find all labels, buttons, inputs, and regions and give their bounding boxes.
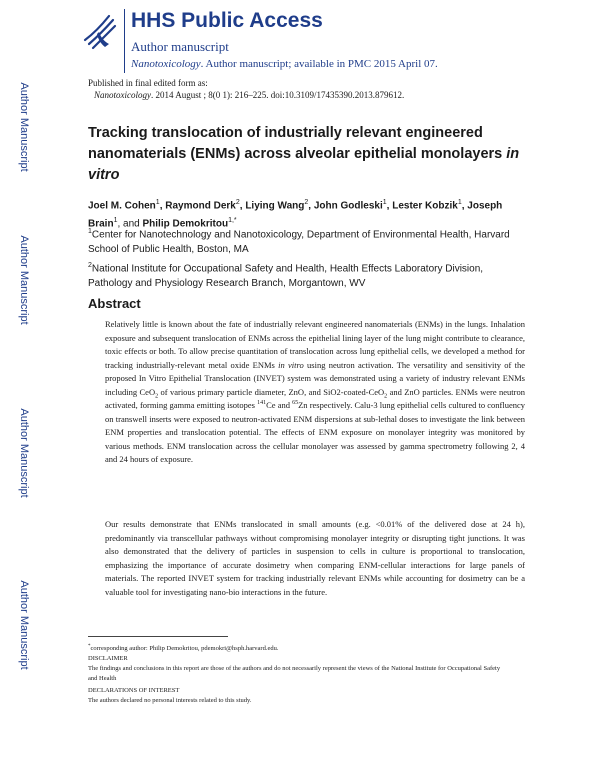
publication-citation: Nanotoxicology. 2014 August ; 8(0 1): 216–225. doi:10.3109/17435390.2013.879612.: [94, 90, 405, 100]
journal-name: Nanotoxicology: [131, 58, 201, 70]
hhs-eagle-logo-icon: [79, 10, 119, 52]
header-title: HHS Public Access: [131, 9, 323, 32]
header-availability-note: Nanotoxicology. Author manuscript; available in PMC 2015 April 07.: [131, 58, 438, 70]
disclaimer-text: The findings and conclusions in this report are those of the authors and do not necessarily represent the views of the National Institute for Occupational Safety and Health: [88, 665, 501, 682]
author-name: Raymond Derk: [165, 200, 236, 212]
disclaimer-heading: DISCLAIMER: [88, 655, 128, 662]
author-name: Joel M. Cohen: [88, 200, 156, 212]
author-name: Liying Wang: [245, 200, 305, 212]
abstract-paragraph: Relatively little is known about the fate of industrially relevant engineered nanomaterials (ENMs) in the lungs. Inhalation exposure and subsequent translocation of ENMs across the epithelial lining layer of the lung might contribute to clearance, toxic effects or both. To allow precise quantitation of translocation across lung epithelial cells, we developed a method for tracking industrially-relevant metal oxide ENMs in vitro using neutron activation. The versatility and sensitivity of the proposed In Vitro Epithelial Translocation (INVET) system was demonstrated using a variety of industry relevant ENMs including CeO$_2$ of various primary particle diameter, ZnO, and SiO2-coated-CeO$_2$ and ZnO particles. ENMs were neutron activated, forming gamma emitting isotopes $^{141}$Ce and $^{65}$Zn respectively. Calu-3 lung epithelial cells cultured to confluency on transwell inserts were exposed to neutron-activated ENM dispersions at sub-lethal doses to investigate the link between ENM properties and translocation potential. The effects of ENM exposure on monolayer integrity was monitored by various methods. ENM translocation across the cellular monolayer was assessed by gamma spectrometry following 2, 4 and 24 hours of exposure.: [105, 319, 526, 464]
author-name: Joseph Brain: [88, 200, 503, 230]
corresponding-author-note: *corresponding author: Philip Demokritou, pdemokri@hsph.harvard.edu.: [88, 644, 279, 653]
journal-name: Nanotoxicology: [94, 90, 151, 100]
declarations-heading: DECLARATIONS OF INTEREST: [88, 687, 180, 694]
author-list: Joel M. Cohen$^1$, Raymond Derk$^2$, Liying Wang$^2$, John Godleski$^1$, Lester Kobzik$^1$, Joseph Brain$^1$, and Philip Demokritou$^{1,*}$: [88, 199, 503, 230]
declarations-text: The authors declared no personal interests related to this study.: [88, 697, 252, 704]
author-name: Lester Kobzik: [392, 200, 458, 212]
footnote-divider: [88, 636, 228, 637]
side-label-author-manuscript: Author Manuscript: [18, 235, 30, 325]
side-label-author-manuscript: Author Manuscript: [18, 82, 30, 172]
paper-title: Tracking translocation of industrially relevant engineered nanomaterials (ENMs) across alveolar epithelial monolayers in vitro: [88, 125, 520, 183]
side-label-author-manuscript: Author Manuscript: [18, 580, 30, 670]
header-divider: [124, 9, 125, 73]
side-label-author-manuscript: Author Manuscript: [18, 408, 30, 498]
author-name: Philip Demokritou: [142, 218, 229, 230]
affiliation: $^2$National Institute for Occupational Safety and Health, Health Effects Laboratory Division, Pathology and Physiology Research Branch, Morgantown, WV: [88, 262, 484, 290]
header-subtitle: Author manuscript: [131, 39, 229, 54]
affiliation: $^1$Center for Nanotechnology and Nanotoxicology, Department of Environmental Health, Harvard School of Public Health, Boston, MA: [88, 228, 510, 256]
publication-label: Published in final edited form as:: [88, 78, 208, 88]
abstract-heading: Abstract: [88, 296, 141, 311]
abstract-paragraph: Our results demonstrate that ENMs translocated in small amounts (e.g. <0.01% of the delivered dose at 24 h), predominantly via transcellular pathways without compromising monolayer integrity or disrupting tight junctions. It was also demonstrated that the delivery of particles in suspension to cells in culture is proportional to translocation, emphasizing the importance of accurate dosimetry when comparing ENM-cellular interactions for large panels of materials. The reported INVET system for tracking industrially relevant ENMs while accounting for dosimetry can be a valuable tool for investigating nano-bio interactions in the future.: [105, 519, 525, 597]
author-name: John Godleski: [313, 200, 383, 212]
